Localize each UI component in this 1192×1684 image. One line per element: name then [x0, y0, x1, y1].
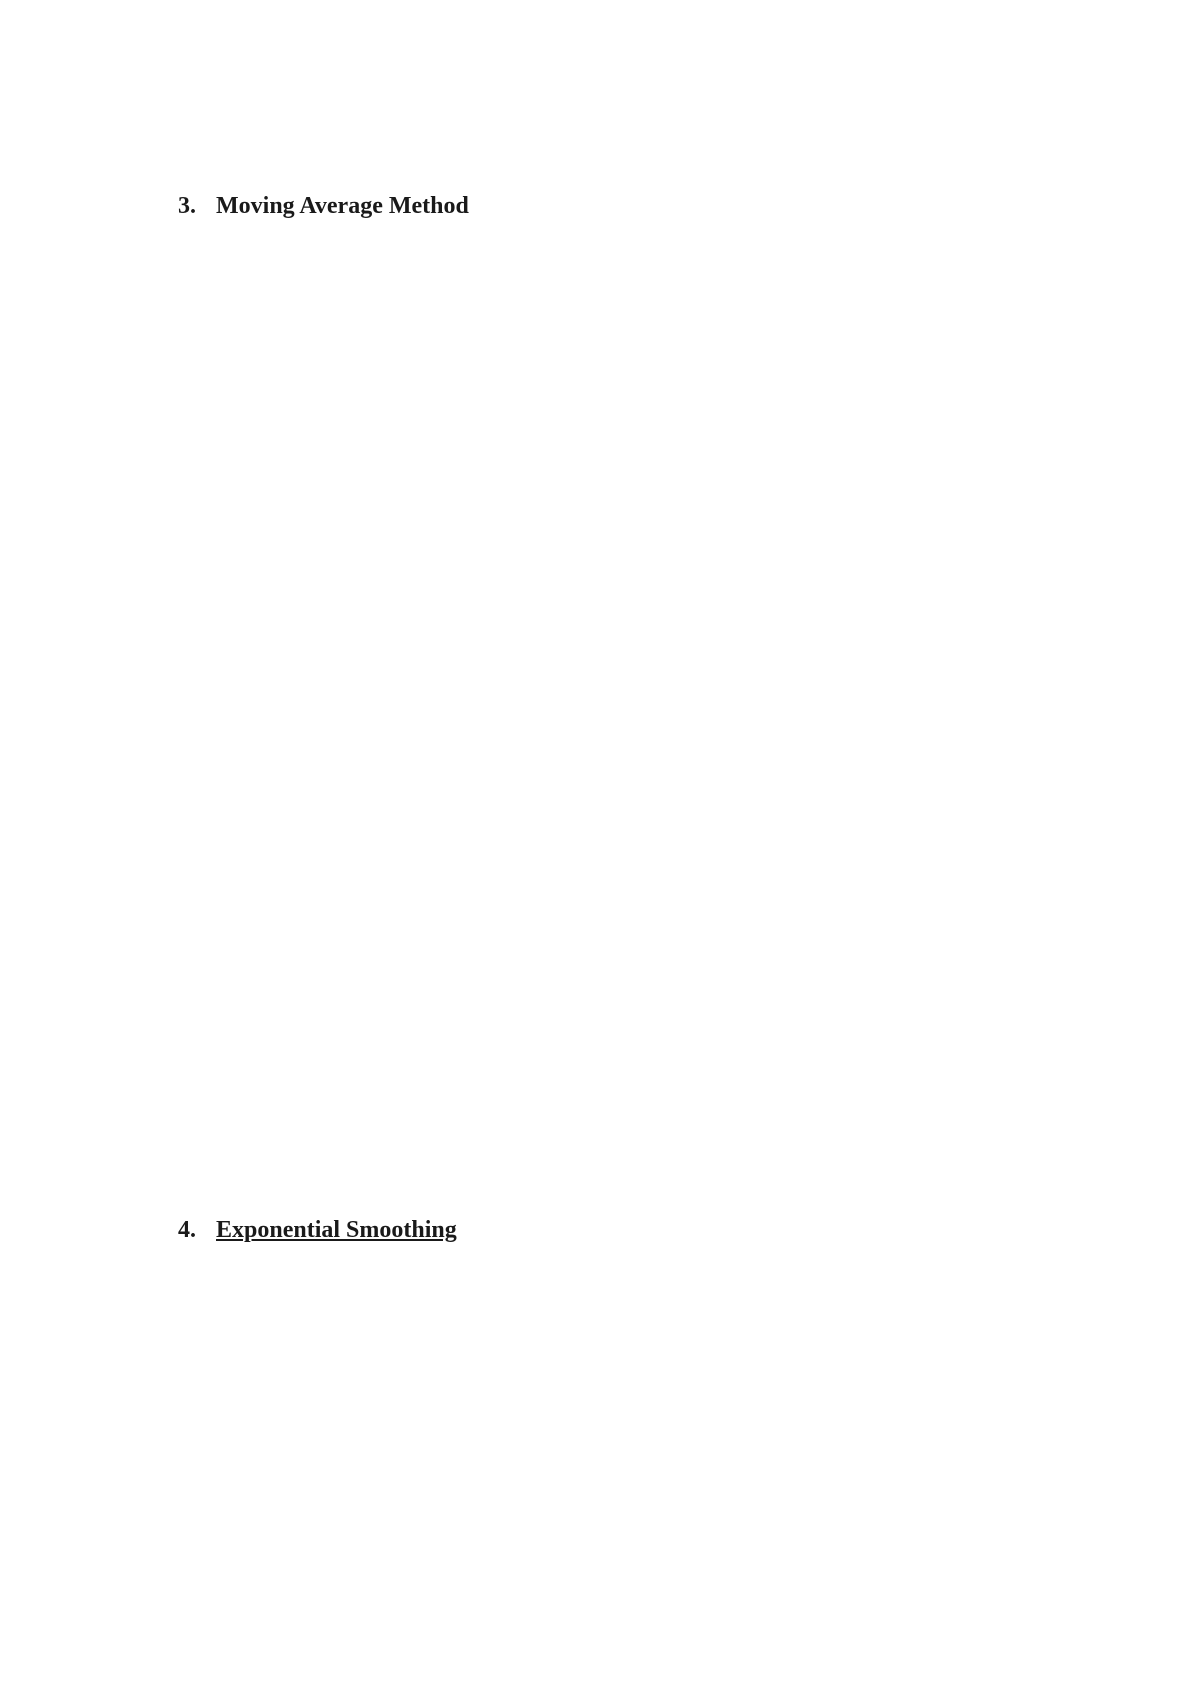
section-4-number: 4.: [178, 1217, 196, 1243]
section-4-title: Exponential Smoothing: [216, 1217, 457, 1243]
section-3-heading: [178, 190, 469, 222]
section-3-number: 3.: [178, 193, 196, 219]
section-3-title: Moving Average Method: [216, 193, 469, 219]
section-4-heading: [178, 1214, 457, 1246]
